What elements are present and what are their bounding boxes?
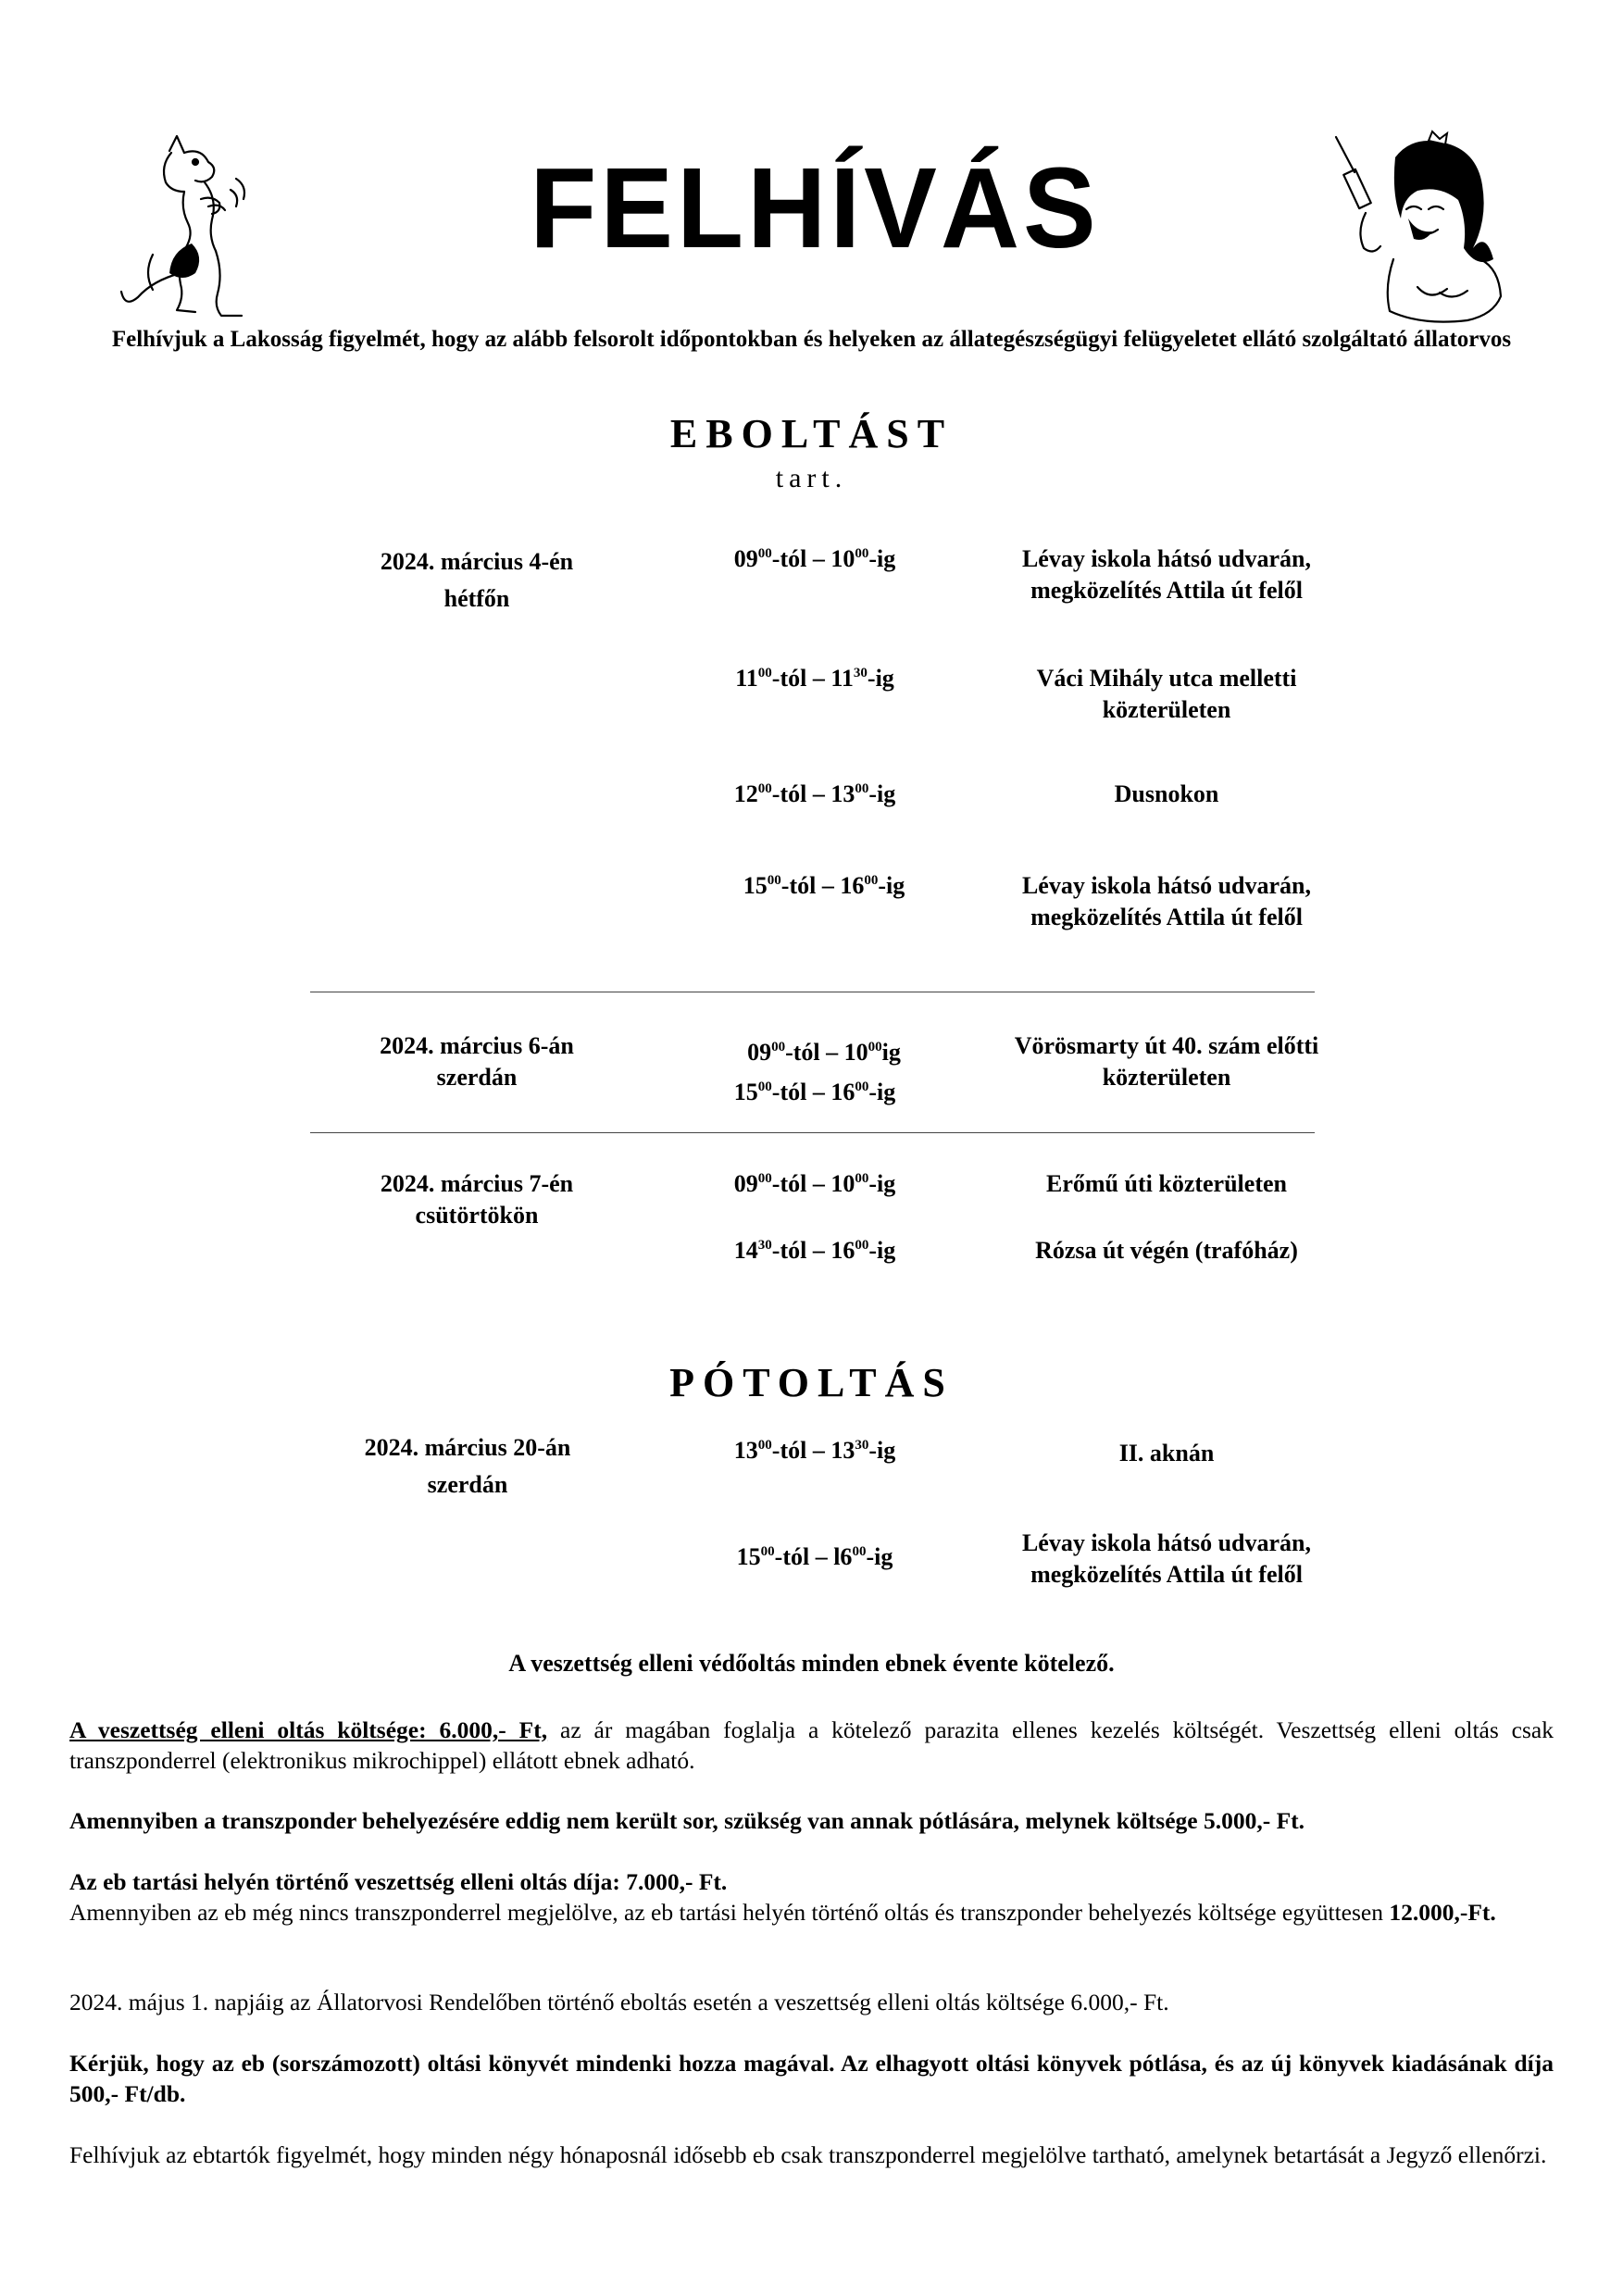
- time-slot: $09^{00}$-tól – $10^{00}ig$: [747, 1039, 901, 1066]
- location: Lévay iskola hátsó udvarán, megközelítés Attila út felől: [1021, 1529, 1312, 1588]
- booklet-paragraph: Kérjük, hogy az eb (sorszámozott) oltási könyvét mindenki hozza magával. Az elhagyott oltási könyvek pótlása, és az új könyvek kiadásának díja 500,- Ft/db.: [69, 2050, 1554, 2107]
- day-date: 2024. március 6-án szerdán: [380, 1032, 574, 1091]
- location: Rózsa út végén (trafóház): [1035, 1237, 1298, 1264]
- location: Erőmű úti közterületen: [1046, 1170, 1287, 1197]
- time-slot: $14^{30}$-tól – $16^{00}-ig$: [733, 1237, 896, 1264]
- section-subheading: tart.: [775, 463, 848, 493]
- location: II. aknán: [1118, 1440, 1215, 1466]
- home-fee-paragraph: Az eb tartási helyén történő veszettség elleni oltás díja: 7.000,- Ft. Amennyiben az eb még nincs transzponderrel megjelölve, az eb tartási helyén történő oltás és transzponder behelyezés költsége együttesen 12.000,-Ft.: [69, 1868, 1496, 1926]
- dog-illustration: [116, 134, 273, 324]
- day-date: 2024. március 7-én csütörtökön: [380, 1170, 574, 1229]
- time-slot: $15^{00}$-tól – $16^{00}-ig$: [743, 872, 905, 899]
- page-title: FELHÍVÁS: [530, 144, 1100, 273]
- location: Lévay iskola hátsó udvarán, megközelítés Attila út felől: [1021, 545, 1312, 604]
- section-heading-potoltas: PÓTOLTÁS: [669, 1360, 954, 1405]
- clinic-paragraph: 2024. május 1. napjáig az Állatorvosi Rendelőben történő eboltás esetén a veszettség elleni oltás költsége 6.000,- Ft.: [69, 1989, 1169, 2015]
- time-slot: $09^{00}$-tól – $10^{00}-ig$: [733, 1170, 896, 1197]
- mandatory-notice: A veszettség elleni védőoltás minden ebnek évente kötelező.: [508, 1650, 1115, 1677]
- location: Lévay iskola hátsó udvarán, megközelítés Attila út felől: [1021, 872, 1312, 930]
- time-slot: $13^{00}$-tól – $13^{30}-ig$: [733, 1437, 896, 1464]
- divider: [310, 1132, 1315, 1133]
- location: Váci Mihály utca melletti közterületen: [1036, 665, 1297, 723]
- time-slot: $12^{00}$-tól – $13^{00}-ig$: [733, 780, 896, 807]
- cost-paragraph: A veszettség elleni oltás költsége: 6.000,- Ft, az ár magában foglalja a kötelező parazita ellenes kezelés költségét. Veszettség elleni oltás csak transzponderrel (elektronikus mikrochippel) ellátott ebnek adható.: [69, 1716, 1554, 1774]
- transponder-paragraph: Amennyiben a transzponder behelyezésére eddig nem került sor, szükség van annak pótlására, melynek költsége 5.000,- Ft.: [69, 1807, 1305, 1834]
- location: Dusnokon: [1114, 780, 1219, 807]
- intro-text: Felhívjuk a Lakosság figyelmét, hogy az alább felsorolt időpontokban és helyeken az állategészségügyi felügyeletet ellátó szolgáltató állatorvos: [111, 327, 1512, 352]
- time-slot: $15^{00}$-tól – $16^{00}-ig$: [733, 1079, 896, 1105]
- nurse-illustration: [1329, 130, 1509, 329]
- day-date: 2024. március 4-én hétfőn: [380, 548, 574, 612]
- section-heading-eboltast: EBOLTÁST: [669, 411, 954, 456]
- chip-rule-paragraph: Felhívjuk az ebtartók figyelmét, hogy minden négy hónaposnál idősebb eb csak transzponderrel megjelölve tartható, amelynek betartását a Jegyző ellenőrzi.: [69, 2141, 1547, 2168]
- location: Vörösmarty út 40. szám előtti közterületen: [1014, 1032, 1319, 1091]
- time-slot: $15^{00}$-tól – $l6^{00}-ig$: [736, 1543, 893, 1570]
- time-slot: $11^{00}$-tól – $11^{30}-ig$: [735, 665, 894, 692]
- day-date: 2024. március 20-án szerdán: [364, 1434, 571, 1498]
- time-slot: $09^{00}$-tól – $10^{00}-ig$: [733, 545, 896, 572]
